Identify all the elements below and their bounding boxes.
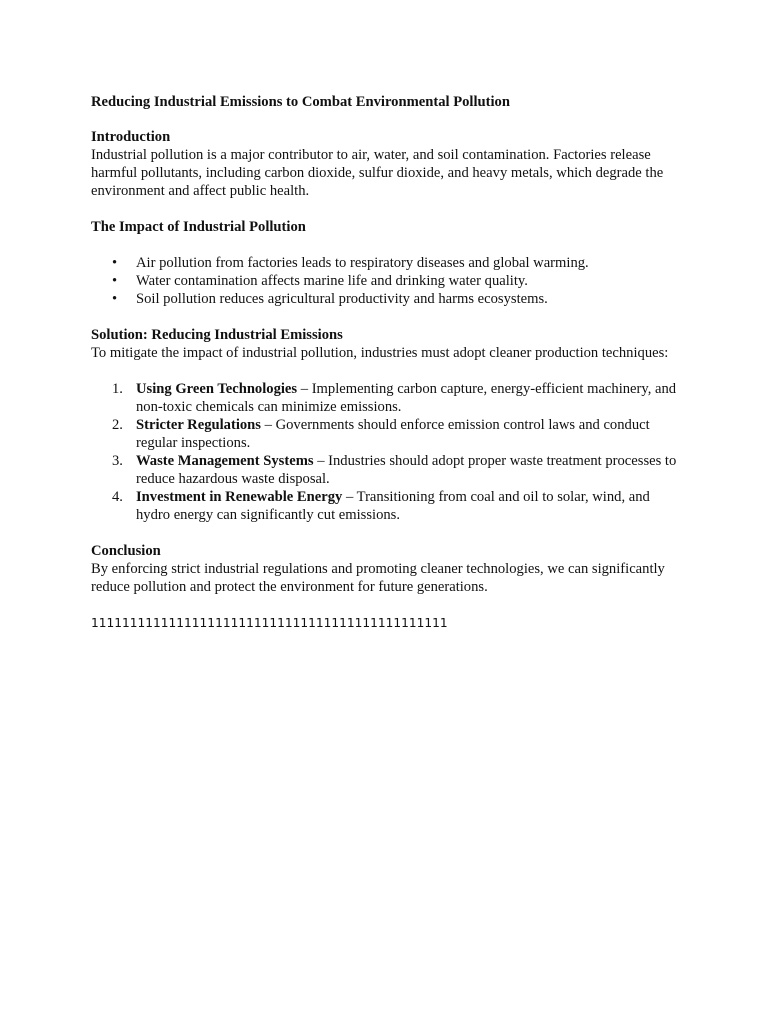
list-item — [91, 380, 681, 416]
list-item-text: – Industries should adopt proper waste treatment processes to reduce hazardous waste disposal. — [136, 453, 677, 487]
introduction-body: Industrial pollution is a major contributor to air, water, and soil contamination. Factories release harmful pollutants, including carbon dioxide, sulfur dioxide, and heavy metals, which degrade the environment and affect public health. — [91, 147, 664, 199]
solution-numbered-list — [91, 380, 681, 524]
list-item-title: Stricter Regulations — [136, 417, 261, 433]
impact-bullet-list — [91, 254, 681, 308]
list-item — [91, 452, 681, 488]
conclusion-heading: Conclusion — [91, 543, 161, 559]
list-item-title: Waste Management Systems — [136, 453, 314, 469]
list-item: • Air pollution from factories leads to respiratory diseases and global warming. — [91, 254, 681, 272]
conclusion-body: By enforcing strict industrial regulations and promoting cleaner technologies, we can significantly reduce pollution and protect the environment for future generations. — [91, 561, 665, 595]
list-item-title: Investment in Renewable Energy — [136, 489, 343, 505]
footer-text: 1111111111111111111111111111111111111111111111 — [91, 616, 448, 630]
introduction-heading: Introduction — [91, 129, 171, 145]
list-item — [91, 416, 681, 452]
list-number: 4. — [112, 489, 123, 505]
list-number: 1. — [112, 381, 123, 397]
document-title: Reducing Industrial Emissions to Combat Environmental Pollution — [91, 94, 510, 110]
list-item-text: – Governments should enforce emission control laws and conduct regular inspections. — [136, 417, 650, 451]
document-page — [91, 93, 681, 632]
impact-heading: The Impact of Industrial Pollution — [91, 219, 306, 235]
list-item-title: Using Green Technologies — [136, 381, 298, 397]
list-item — [91, 488, 681, 524]
list-number: 3. — [112, 453, 123, 469]
list-item: • Water contamination affects marine life and drinking water quality. — [91, 272, 681, 290]
list-item-text: – Transitioning from coal and oil to solar, wind, and hydro energy can significantly cut emissions. — [136, 489, 650, 523]
list-item: • Soil pollution reduces agricultural productivity and harms ecosystems. — [91, 290, 681, 308]
solution-body: To mitigate the impact of industrial pollution, industries must adopt cleaner production techniques: — [91, 345, 669, 361]
solution-heading: Solution: Reducing Industrial Emissions — [91, 327, 343, 343]
list-item-text: – Implementing carbon capture, energy-efficient machinery, and non-toxic chemicals can minimize emissions. — [136, 381, 677, 415]
list-number: 2. — [112, 417, 123, 433]
